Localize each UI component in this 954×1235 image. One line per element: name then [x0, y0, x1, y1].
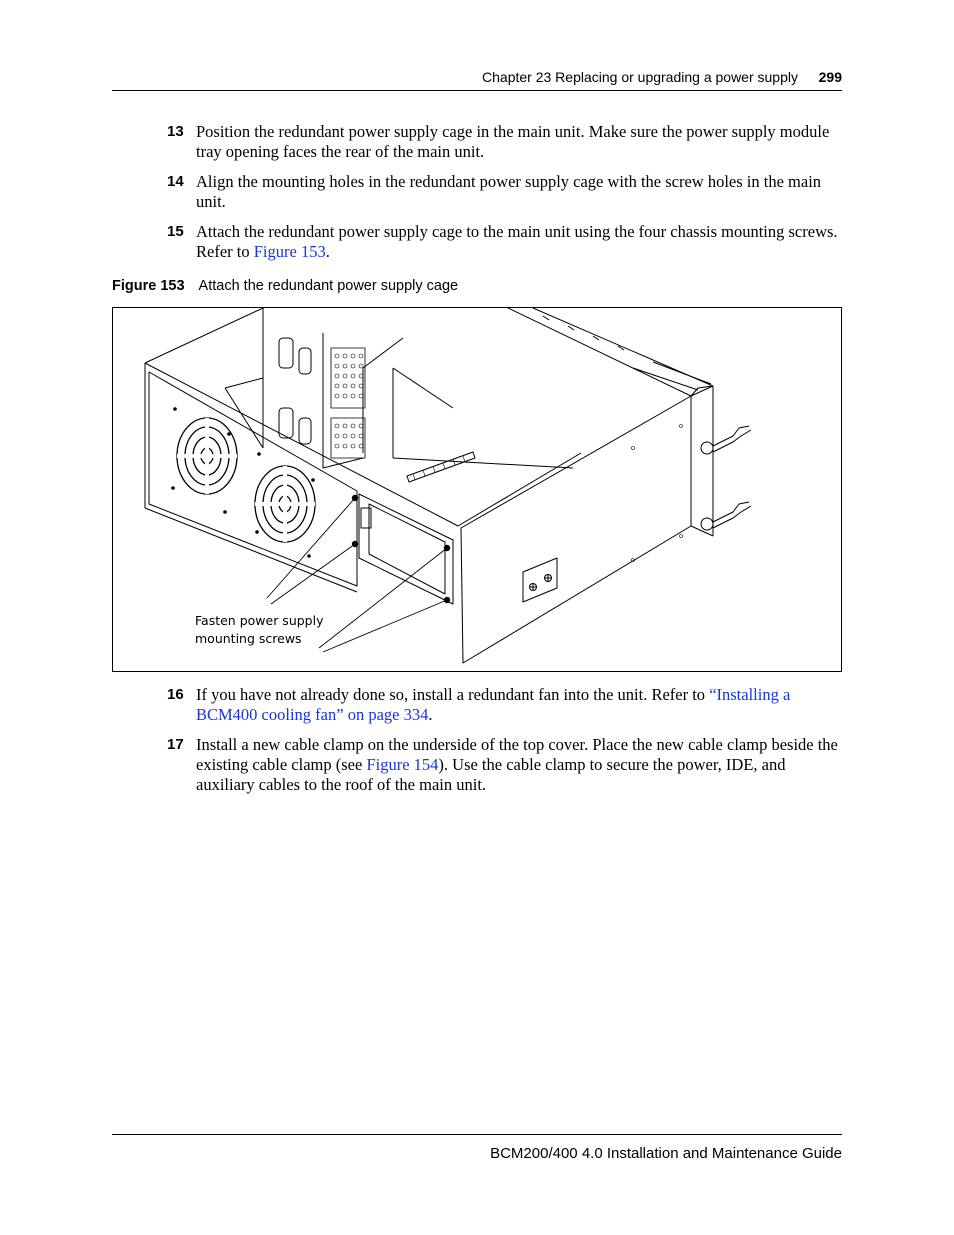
figure-callout: [195, 612, 324, 648]
step-text-part: .: [428, 705, 433, 724]
figure-caption: [112, 278, 458, 294]
chapter-title: Chapter 23 Replacing or upgrading a power supply: [482, 69, 798, 85]
step-number: 14: [167, 173, 184, 190]
fan-right: [255, 466, 315, 542]
step-text-part: ). Use the cable clamp to secure the power, IDE, and auxiliary cables to the roof of the main unit.: [196, 755, 786, 794]
step-text: [196, 222, 842, 262]
page-header: [112, 66, 842, 91]
step-text: Position the redundant power supply cage in the main unit. Make sure the power supply module tray opening faces the rear of the main unit.: [196, 122, 830, 161]
installing-fan-link[interactable]: “Installing a BCM400 cooling fan” on page 334: [196, 685, 791, 724]
step-number: 17: [167, 736, 184, 753]
document-title: BCM200/400 4.0 Installation and Maintenance Guide: [490, 1145, 842, 1162]
step-text: [196, 685, 842, 725]
callout-line-2: mounting screws: [195, 631, 302, 646]
step-text-part: .: [325, 242, 330, 261]
figure-154-link[interactable]: Figure 154: [366, 755, 439, 774]
step-text: [196, 735, 842, 795]
step-number: 16: [167, 686, 184, 703]
figure-illustration: [112, 307, 842, 672]
step-number: 15: [167, 223, 184, 240]
figure-153-link[interactable]: Figure 153: [253, 242, 326, 261]
step-text: Align the mounting holes in the redundant power supply cage with the screw holes in the main unit.: [196, 172, 822, 211]
rear-connector-top: [701, 426, 751, 454]
fan-left: [177, 418, 237, 494]
callout-line-1: Fasten power supply: [195, 613, 324, 628]
step-text-part: Install a new cable clamp on the underside of the top cover. Place the new cable clamp beside the existing cable clamp (see: [196, 735, 838, 774]
step-text-part: If you have not already done so, install a redundant fan into the unit. Refer to: [196, 685, 710, 704]
rear-connector-bottom: [701, 502, 751, 530]
page-footer: [112, 1134, 842, 1162]
figure-label: Figure 153: [112, 278, 185, 294]
page-number: 299: [818, 69, 842, 85]
step-number: 13: [167, 123, 184, 140]
step-text-part: Attach the redundant power supply cage to the main unit using the four chassis mounting screws. Refer to: [196, 222, 838, 261]
figure-title: Attach the redundant power supply cage: [198, 278, 459, 294]
